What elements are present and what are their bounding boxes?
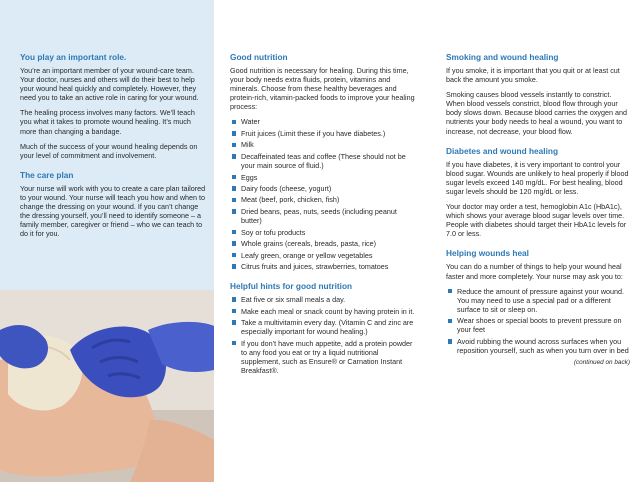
wound-care-steps-list	[446, 287, 630, 355]
square-bullet-icon	[232, 175, 236, 179]
square-bullet-icon	[232, 309, 236, 313]
list-item: Citrus fruits and juices, strawberries, tomatoes	[230, 262, 418, 271]
helping-wounds-intro: You can do a number of things to help your wound heal faster and more completely. Your nurse may ask you to:	[446, 262, 623, 281]
square-bullet-icon	[232, 143, 236, 147]
list-item: Avoid rubbing the wound across surfaces when you reposition yourself, such as when you turn over in bed	[446, 337, 630, 355]
bandaged-foot-photo	[0, 290, 214, 482]
list-item: Fruit juices (Limit these if you have diabetes.)	[230, 129, 418, 138]
list-item: Milk	[230, 140, 418, 149]
square-bullet-icon	[232, 241, 236, 245]
hba1c-paragraph: Your doctor may order a test, hemoglobin A1c (HbA1c), which shows your average blood sugar levels over time. People with diabetes should target their HbA1c levels for 7.0 or less.	[446, 202, 627, 239]
list-item: Soy or tofu products	[230, 228, 418, 237]
nutrition-intro-paragraph: Good nutrition is necessary for healing. During this time, your body needs extra fluids, protein, vitamins and minerals. Choose from these healthy beverages and protein-rich, vitamin-packed foods to improve your healing process:	[230, 66, 415, 112]
right-column	[426, 0, 638, 482]
smoking-heading: Smoking and wound healing	[446, 52, 559, 62]
list-item: Dried beans, peas, nuts, seeds (including peanut butter)	[230, 207, 418, 225]
blood-sugar-paragraph: If you have diabetes, it is very important to control your blood sugar. Wounds are unlikely to heal properly if blood sugar levels exceed 140 mg/dL. For best healing, blood sugar levels should be 120 mg/dL or less.	[446, 159, 629, 196]
square-bullet-icon	[232, 209, 236, 213]
good-nutrition-heading: Good nutrition	[230, 52, 288, 62]
square-bullet-icon	[232, 120, 236, 124]
list-item: Meat (beef, pork, chicken, fish)	[230, 195, 418, 204]
square-bullet-icon	[448, 289, 452, 293]
square-bullet-icon	[232, 186, 236, 190]
square-bullet-icon	[232, 253, 236, 257]
list-item: Water	[230, 117, 418, 126]
care-plan-heading: The care plan	[20, 169, 74, 180]
list-item: Eat five or six small meals a day.	[230, 295, 418, 304]
square-bullet-icon	[448, 339, 452, 343]
square-bullet-icon	[232, 230, 236, 234]
square-bullet-icon	[232, 264, 236, 268]
square-bullet-icon	[232, 131, 236, 135]
care-plan-paragraph: Your nurse will work with you to create a care plan tailored to your wound. Your nurse will teach you how and when to change the dressing on your wound. If you can’t change the dressing yourself, you’ll need to identify someone – a family member, caregiver or friend – who we can teach to do it for you.	[20, 183, 206, 239]
list-item: Decaffeinated teas and coffee (These should not be your main source of fluid.)	[230, 152, 418, 170]
square-bullet-icon	[232, 198, 236, 202]
square-bullet-icon	[232, 154, 236, 158]
left-column	[0, 0, 214, 482]
commitment-paragraph: Much of the success of your wound healing depends on your level of commitment and involvement.	[20, 141, 198, 160]
list-item: Wear shoes or special boots to prevent pressure on your feet	[446, 316, 630, 334]
healing-process-paragraph: The healing process involves many factors. We’ll teach you what it takes to promote wound healing. It’s much more than changing a bandage.	[20, 108, 195, 136]
list-item: If you don’t have much appetite, add a protein powder to any food you eat or try a liquid nutritional supplement, such as Ensure® or Carnation Instant Breakfast®.	[230, 339, 418, 375]
nutrition-hints-list	[230, 295, 418, 375]
smoking-blood-flow-paragraph: Smoking causes blood vessels instantly to constrict. When blood vessels constrict, blood flow through your body slows down. Because blood carries the oxygen and nutrients your body needs to heal a wound, you want to increase, not decrease, your blood flow.	[446, 90, 627, 136]
helping-wounds-heading: Helping wounds heal	[446, 248, 529, 259]
left-column-text	[20, 52, 208, 244]
square-bullet-icon	[448, 319, 452, 323]
list-item: Reduce the amount of pressure against your wound. You may need to use a special pad or a different surface to sit or sleep on.	[446, 287, 630, 314]
square-bullet-icon	[232, 341, 236, 345]
square-bullet-icon	[232, 297, 236, 301]
smoking-quit-paragraph: If you smoke, it is important that you quit or at least cut back the amount you smoke.	[446, 66, 620, 85]
important-role-heading: You play an important role.	[20, 52, 127, 62]
continued-note: (continued on back)	[573, 359, 630, 367]
middle-column	[214, 0, 426, 482]
gloved-hands-bandage-illustration	[0, 290, 214, 482]
list-item: Dairy foods (cheese, yogurt)	[230, 184, 418, 193]
list-item: Take a multivitamin every day. (Vitamin C and zinc are especially important for wound healing.)	[230, 318, 418, 336]
list-item: Whole grains (cereals, breads, pasta, rice)	[230, 239, 418, 248]
important-role-paragraph: You’re an important member of your wound-care team. Your doctor, nurses and others will do their best to help your wound heal quickly and completely. However, they need you to take an active role in caring for your wound.	[20, 66, 199, 103]
diabetes-heading: Diabetes and wound healing	[446, 145, 559, 156]
healthy-foods-list	[230, 117, 418, 271]
list-item: Make each meal or snack count by having protein in it.	[230, 307, 418, 316]
square-bullet-icon	[232, 320, 236, 324]
list-item: Leafy green, orange or yellow vegetables	[230, 251, 418, 260]
list-item: Eggs	[230, 173, 418, 182]
nutrition-hints-heading: Helpful hints for good nutrition	[230, 281, 353, 292]
